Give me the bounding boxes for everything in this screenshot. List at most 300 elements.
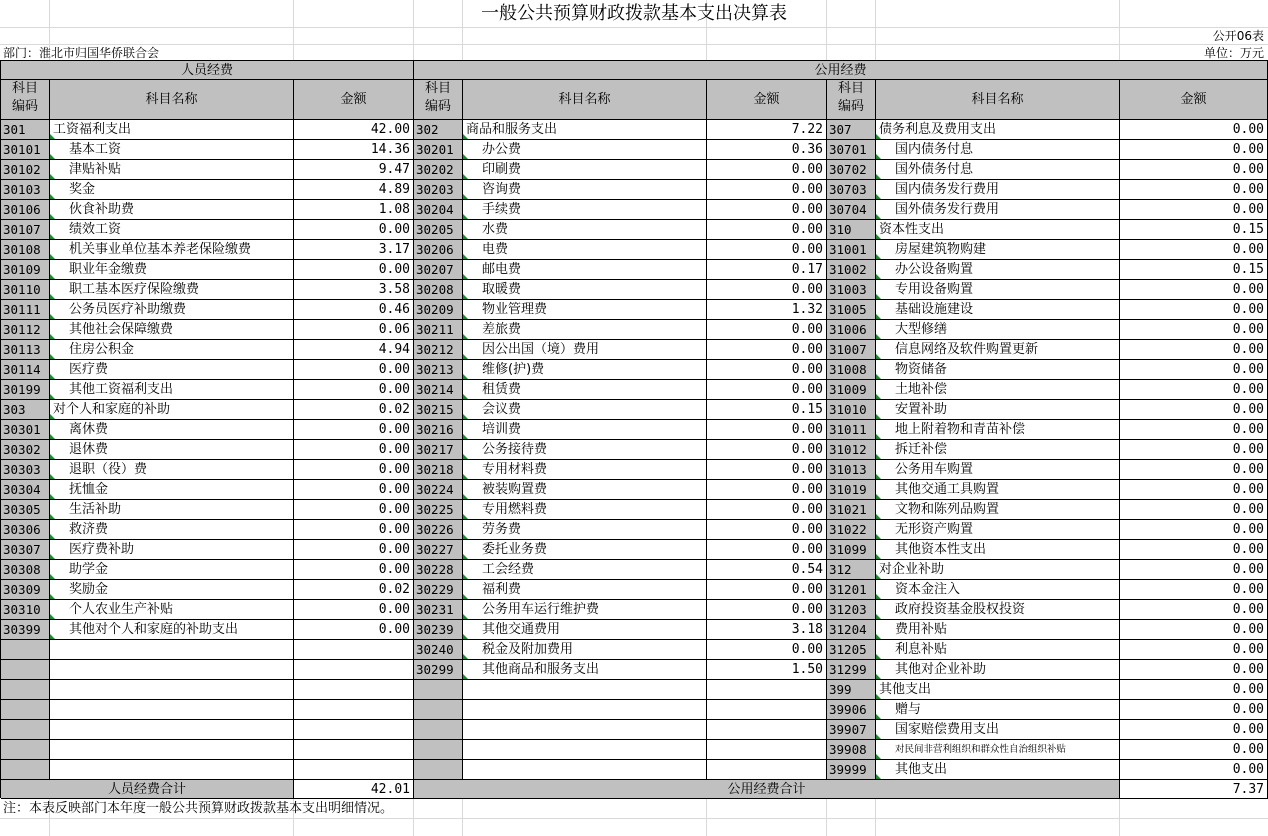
empty-cell [1,660,50,680]
row-name: 基础设施建设 [876,300,1120,320]
header-code: 科目 编码 [1,80,50,120]
row-name: 培训费 [463,420,707,440]
row-amount: 0.00 [707,180,827,200]
row-amount: 0.00 [707,460,827,480]
row-amount: 0.54 [707,560,827,580]
group-header-personnel: 人员经费 [1,61,414,80]
row-code: 30106 [1,200,50,220]
row-amount: 0.00 [294,360,414,380]
row-amount: 0.00 [1120,600,1268,620]
empty-cell [50,720,294,740]
row-code: 30227 [414,540,463,560]
row-name: 被装购置费 [463,480,707,500]
row-name: 政府投资基金股权投资 [876,600,1120,620]
row-amount: 0.00 [1120,400,1268,420]
row-code: 31203 [827,600,876,620]
row-name: 其他商品和服务支出 [463,660,707,680]
row-name: 租赁费 [463,380,707,400]
row-name: 委托业务费 [463,540,707,560]
row-name: 抚恤金 [50,480,294,500]
empty-cell [1,720,50,740]
row-amount: 0.00 [1120,160,1268,180]
row-name: 维修(护)费 [463,360,707,380]
empty-cell [707,760,827,780]
header-amount: 金额 [294,80,414,120]
row-amount: 0.00 [1120,120,1268,140]
row-amount: 0.00 [294,480,414,500]
row-amount: 0.00 [1120,620,1268,640]
row-code: 30231 [414,600,463,620]
row-amount: 0.00 [294,460,414,480]
row-amount: 0.00 [1120,440,1268,460]
row-code: 30224 [414,480,463,500]
row-name: 医疗费 [50,360,294,380]
row-amount: 0.00 [707,280,827,300]
row-amount: 0.00 [1120,680,1268,700]
row-amount: 0.00 [1120,500,1268,520]
row-amount: 0.00 [707,600,827,620]
row-code: 399 [827,680,876,700]
row-amount: 0.00 [707,440,827,460]
row-amount: 0.15 [1120,260,1268,280]
empty-cell [50,660,294,680]
empty-cell [50,740,294,760]
row-amount: 0.00 [294,520,414,540]
row-name: 国外债务付息 [876,160,1120,180]
row-code: 30114 [1,360,50,380]
department-label: 部门：淮北市归国华侨联合会 [3,46,160,60]
empty-cell [294,660,414,680]
row-code: 30206 [414,240,463,260]
row-name: 差旅费 [463,320,707,340]
row-code: 301 [1,120,50,140]
row-code: 30109 [1,260,50,280]
row-code: 30299 [414,660,463,680]
header-code: 科目 编码 [827,80,876,120]
row-name: 基本工资 [50,140,294,160]
row-amount: 0.00 [707,520,827,540]
row-amount: 0.00 [294,600,414,620]
row-name: 税金及附加费用 [463,640,707,660]
row-amount: 0.00 [1120,560,1268,580]
row-code: 31001 [827,240,876,260]
row-code: 31099 [827,540,876,560]
row-amount: 0.00 [1120,340,1268,360]
row-name: 退休费 [50,440,294,460]
row-code: 30307 [1,540,50,560]
row-code: 302 [414,120,463,140]
row-code: 30103 [1,180,50,200]
row-amount: 0.00 [707,340,827,360]
row-amount: 0.00 [294,500,414,520]
row-name: 大型修缮 [876,320,1120,340]
row-name: 公务员医疗补助缴费 [50,300,294,320]
row-name: 退职（役）费 [50,460,294,480]
row-amount: 9.47 [294,160,414,180]
row-code: 30228 [414,560,463,580]
row-code: 31011 [827,420,876,440]
row-name: 生活补助 [50,500,294,520]
row-code: 30301 [1,420,50,440]
row-name: 办公设备购置 [876,260,1120,280]
row-name: 拆迁补偿 [876,440,1120,460]
row-amount: 0.00 [707,480,827,500]
row-code: 30204 [414,200,463,220]
empty-cell [707,680,827,700]
row-code: 30113 [1,340,50,360]
row-code: 30308 [1,560,50,580]
row-name: 国家赔偿费用支出 [876,720,1120,740]
empty-cell [707,700,827,720]
row-name: 物资储备 [876,360,1120,380]
row-amount: 0.06 [294,320,414,340]
empty-cell [414,700,463,720]
row-name: 国内债务付息 [876,140,1120,160]
row-code: 30202 [414,160,463,180]
row-code: 31022 [827,520,876,540]
row-amount: 0.00 [1120,200,1268,220]
row-name: 资本性支出 [876,220,1120,240]
row-name: 对企业补助 [876,560,1120,580]
row-code: 30203 [414,180,463,200]
row-name: 地上附着物和青苗补偿 [876,420,1120,440]
page-title: 一般公共预算财政拨款基本支出决算表 [481,3,787,24]
row-name: 工会经费 [463,560,707,580]
empty-cell [1,760,50,780]
empty-cell [414,740,463,760]
expenditure-table [0,60,1268,798]
row-amount: 0.00 [1120,480,1268,500]
row-code: 30217 [414,440,463,460]
row-amount: 0.00 [707,320,827,340]
empty-cell [294,680,414,700]
row-amount: 0.46 [294,300,414,320]
row-amount: 0.00 [1120,520,1268,540]
row-amount: 0.00 [1120,380,1268,400]
row-code: 30211 [414,320,463,340]
row-amount: 0.15 [707,400,827,420]
row-code: 30701 [827,140,876,160]
header-code: 科目 编码 [414,80,463,120]
row-code: 31205 [827,640,876,660]
empty-cell [463,760,707,780]
row-name: 劳务费 [463,520,707,540]
row-amount: 0.00 [1120,180,1268,200]
row-code: 30306 [1,520,50,540]
row-code: 31002 [827,260,876,280]
row-name: 手续费 [463,200,707,220]
row-amount: 0.00 [707,380,827,400]
row-name: 专用燃料费 [463,500,707,520]
row-amount: 3.18 [707,620,827,640]
row-code: 30207 [414,260,463,280]
row-amount: 1.32 [707,300,827,320]
row-name: 机关事业单位基本养老保险缴费 [50,240,294,260]
row-name: 土地补偿 [876,380,1120,400]
empty-cell [1,740,50,760]
row-amount: 0.00 [1120,580,1268,600]
row-amount: 0.02 [294,400,414,420]
row-amount: 0.00 [1120,360,1268,380]
row-name: 其他支出 [876,760,1120,780]
row-code: 30205 [414,220,463,240]
row-code: 30239 [414,620,463,640]
row-amount: 0.00 [707,240,827,260]
row-amount: 42.00 [294,120,414,140]
row-code: 31021 [827,500,876,520]
row-code: 30213 [414,360,463,380]
row-name: 个人农业生产补贴 [50,600,294,620]
row-amount: 0.00 [707,420,827,440]
row-code: 39999 [827,760,876,780]
row-code: 30111 [1,300,50,320]
header-amount: 金额 [707,80,827,120]
row-code: 39908 [827,740,876,760]
row-amount: 1.08 [294,200,414,220]
row-code: 30101 [1,140,50,160]
row-amount: 0.00 [707,220,827,240]
row-name: 电费 [463,240,707,260]
row-amount: 0.17 [707,260,827,280]
row-amount: 0.00 [1120,280,1268,300]
row-name: 公务接待费 [463,440,707,460]
row-code: 30703 [827,180,876,200]
row-code: 39906 [827,700,876,720]
personnel-total-amount: 42.01 [294,780,414,799]
row-amount: 0.00 [294,260,414,280]
row-code: 30110 [1,280,50,300]
row-name: 资本金注入 [876,580,1120,600]
row-amount: 0.00 [294,420,414,440]
row-code: 31204 [827,620,876,640]
row-amount: 0.00 [707,500,827,520]
empty-cell [50,640,294,660]
row-name: 物业管理费 [463,300,707,320]
row-name: 赠与 [876,700,1120,720]
empty-cell [294,740,414,760]
row-name: 绩效工资 [50,220,294,240]
row-name: 印刷费 [463,160,707,180]
row-name: 其他社会保障缴费 [50,320,294,340]
row-name: 离休费 [50,420,294,440]
row-name: 其他交通工具购置 [876,480,1120,500]
row-name: 文物和陈列品购置 [876,500,1120,520]
row-code: 30212 [414,340,463,360]
row-amount: 0.00 [1120,640,1268,660]
row-amount: 0.00 [707,540,827,560]
row-name: 其他对企业补助 [876,660,1120,680]
row-name: 债务利息及费用支出 [876,120,1120,140]
row-amount: 3.58 [294,280,414,300]
row-name: 助学金 [50,560,294,580]
row-code: 30112 [1,320,50,340]
row-code: 30702 [827,160,876,180]
row-amount: 0.36 [707,140,827,160]
row-name: 专用材料费 [463,460,707,480]
row-amount: 0.00 [1120,760,1268,780]
row-amount: 0.00 [1120,660,1268,680]
empty-cell [294,700,414,720]
public-total-amount: 7.37 [1120,780,1268,799]
row-code: 30215 [414,400,463,420]
row-amount: 0.00 [1120,540,1268,560]
row-code: 30309 [1,580,50,600]
footnote: 注：本表反映部门本年度一般公共预算财政拨款基本支出明细情况。 [3,801,394,816]
row-name: 其他资本性支出 [876,540,1120,560]
row-code: 30229 [414,580,463,600]
row-code: 31299 [827,660,876,680]
row-name: 公务用车运行维护费 [463,600,707,620]
row-code: 30304 [1,480,50,500]
header-name: 科目名称 [876,80,1120,120]
row-code: 30216 [414,420,463,440]
row-amount: 0.00 [1120,320,1268,340]
empty-cell [707,720,827,740]
row-amount: 0.00 [1120,140,1268,160]
row-code: 30302 [1,440,50,460]
empty-cell [707,740,827,760]
group-header-public: 公用经费 [414,61,1268,80]
row-code: 30214 [414,380,463,400]
empty-cell [294,640,414,660]
row-code: 30102 [1,160,50,180]
row-name: 商品和服务支出 [463,120,707,140]
row-amount: 4.94 [294,340,414,360]
row-name: 伙食补助费 [50,200,294,220]
row-name: 其他交通费用 [463,620,707,640]
row-code: 31009 [827,380,876,400]
row-code: 30218 [414,460,463,480]
row-code: 31010 [827,400,876,420]
row-name: 其他工资福利支出 [50,380,294,400]
public-total-label: 公用经费合计 [414,780,1120,799]
empty-cell [463,680,707,700]
row-name: 水费 [463,220,707,240]
empty-cell [463,700,707,720]
row-name: 其他对个人和家庭的补助支出 [50,620,294,640]
table-id: 公开06表 [1212,29,1264,43]
row-code: 30199 [1,380,50,400]
row-amount: 1.50 [707,660,827,680]
row-name: 邮电费 [463,260,707,280]
row-code: 31008 [827,360,876,380]
row-code: 31003 [827,280,876,300]
empty-cell [1,640,50,660]
row-amount: 14.36 [294,140,414,160]
empty-cell [294,760,414,780]
row-code: 312 [827,560,876,580]
row-amount: 0.00 [294,380,414,400]
row-amount: 0.00 [294,440,414,460]
row-amount: 7.22 [707,120,827,140]
row-amount: 0.00 [294,540,414,560]
row-name: 救济费 [50,520,294,540]
row-name: 医疗费补助 [50,540,294,560]
empty-cell [414,680,463,700]
row-name: 安置补助 [876,400,1120,420]
row-amount: 0.00 [294,560,414,580]
row-amount: 0.00 [707,360,827,380]
row-code: 30704 [827,200,876,220]
row-code: 30209 [414,300,463,320]
row-name: 国内债务发行费用 [876,180,1120,200]
empty-cell [463,720,707,740]
row-name: 对个人和家庭的补助 [50,400,294,420]
empty-cell [414,720,463,740]
row-amount: 0.00 [1120,740,1268,760]
row-name: 因公出国（境）费用 [463,340,707,360]
row-code: 30310 [1,600,50,620]
row-code: 30303 [1,460,50,480]
row-name: 对民间非营利组织和群众性自治组织补贴 [876,740,1120,760]
header-name: 科目名称 [50,80,294,120]
row-amount: 0.00 [1120,460,1268,480]
empty-cell [50,680,294,700]
row-code: 39907 [827,720,876,740]
row-name: 房屋建筑物购建 [876,240,1120,260]
row-amount: 0.00 [707,640,827,660]
row-code: 31013 [827,460,876,480]
row-amount: 0.00 [707,580,827,600]
row-name: 其他支出 [876,680,1120,700]
row-name: 福利费 [463,580,707,600]
row-name: 奖励金 [50,580,294,600]
row-name: 无形资产购置 [876,520,1120,540]
row-amount: 0.00 [1120,240,1268,260]
empty-cell [294,720,414,740]
row-name: 会议费 [463,400,707,420]
row-amount: 4.89 [294,180,414,200]
row-code: 31019 [827,480,876,500]
row-code: 30399 [1,620,50,640]
row-amount: 0.02 [294,580,414,600]
row-code: 30107 [1,220,50,240]
row-name: 咨询费 [463,180,707,200]
row-code: 310 [827,220,876,240]
row-amount: 0.00 [1120,720,1268,740]
row-amount: 0.00 [1120,420,1268,440]
row-name: 办公费 [463,140,707,160]
row-name: 公务用车购置 [876,460,1120,480]
row-code: 30225 [414,500,463,520]
row-name: 国外债务发行费用 [876,200,1120,220]
row-amount: 0.15 [1120,220,1268,240]
row-code: 30208 [414,280,463,300]
row-code: 31012 [827,440,876,460]
row-amount: 3.17 [294,240,414,260]
row-amount: 0.00 [294,220,414,240]
row-code: 30305 [1,500,50,520]
row-name: 职业年金缴费 [50,260,294,280]
row-name: 专用设备购置 [876,280,1120,300]
header-amount: 金额 [1120,80,1268,120]
row-code: 30108 [1,240,50,260]
row-name: 取暖费 [463,280,707,300]
row-name: 津贴补贴 [50,160,294,180]
row-amount: 0.00 [707,160,827,180]
row-name: 住房公积金 [50,340,294,360]
row-amount: 0.00 [707,200,827,220]
empty-cell [1,700,50,720]
empty-cell [463,740,707,760]
row-code: 31006 [827,320,876,340]
row-name: 利息补贴 [876,640,1120,660]
row-amount: 0.00 [1120,300,1268,320]
row-code: 30226 [414,520,463,540]
empty-cell [414,760,463,780]
unit-label: 单位：万元 [1203,46,1264,60]
row-code: 30201 [414,140,463,160]
